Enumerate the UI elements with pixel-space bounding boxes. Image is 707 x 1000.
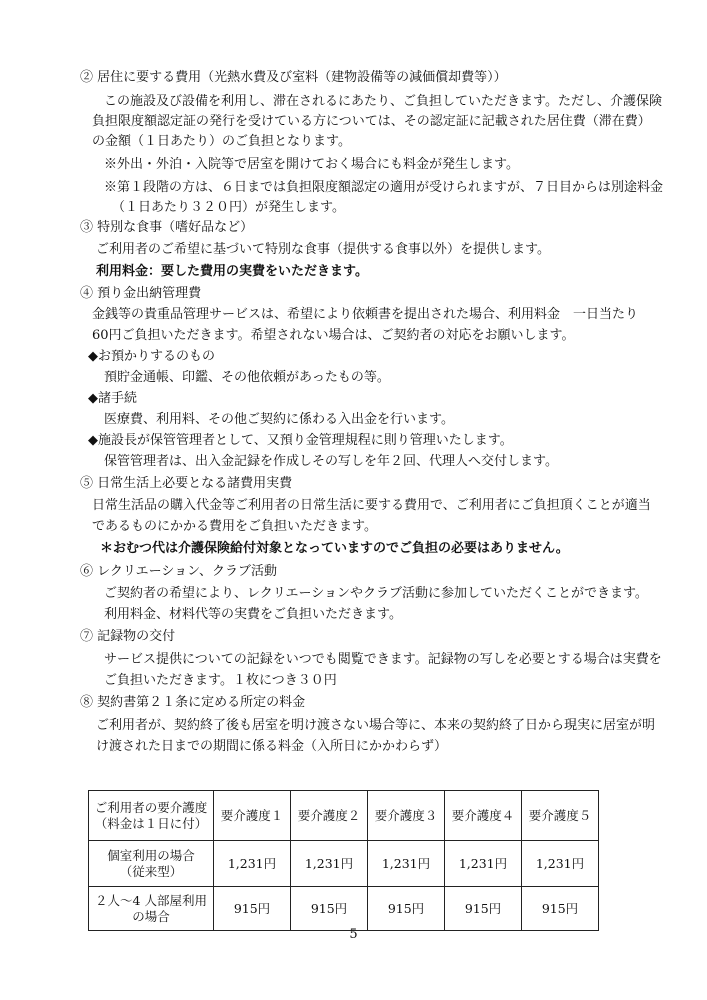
item-6-line: ご契約者の希望により、レクリエーションやクラブ活動に参加していただくことができます。 bbox=[104, 586, 648, 601]
table-header-cell: 要介護度３ bbox=[368, 791, 445, 841]
item-3-line: ご利用者のご希望に基づいて特別な食事（提供する食事以外）を提供します。 bbox=[96, 242, 550, 257]
table-row-label bbox=[89, 887, 214, 931]
item-4-heading: ④ 預り金出納管理費 bbox=[80, 286, 202, 301]
item-4-bullet-text: 保管管理者は、出入金記録を作成しその写しを年２回、代理人へ交付します。 bbox=[104, 454, 558, 469]
table-row bbox=[89, 841, 599, 887]
table-cell: 915円 bbox=[214, 887, 291, 931]
item-3-heading: ③ 特別な食事（嗜好品など） bbox=[80, 220, 254, 235]
page-number: 5 bbox=[349, 927, 358, 942]
item-2-note: ※外出・外泊・入院等で居室を開けておく場合にも料金が発生します。 bbox=[104, 157, 519, 172]
table-corner-sublabel: （料金は１日に付） bbox=[94, 815, 208, 831]
item-2-line: の金額（１日あたり）のご負担となります。 bbox=[92, 134, 351, 149]
item-4-line: 金銭等の貴重品管理サービスは、希望により依頼書を提出された場合、利用料金 一日当たり bbox=[92, 307, 639, 322]
item-4-bullet-text: 医療費、利用料、その他ご契約に係わる入出金を行います。 bbox=[104, 412, 454, 427]
item-5-heading: ⑤ 日常生活上必要となる諸費用実費 bbox=[80, 476, 293, 491]
table-header-cell: 要介護度１ bbox=[214, 791, 291, 841]
table-cell: 915円 bbox=[368, 887, 445, 931]
item-7-line: サービス提供についての記録をいつでも閲覧できます。記録物の写しを必要とする場合は実費を bbox=[104, 652, 662, 667]
table-row bbox=[89, 887, 599, 931]
item-4-bullet-text: 預貯金通帳、印鑑、その他依頼があったもの等。 bbox=[104, 370, 390, 385]
table-corner-label: ご利用者の要介護度 bbox=[94, 799, 208, 815]
table-cell: 1,231円 bbox=[368, 841, 445, 887]
table-header-row bbox=[89, 791, 599, 841]
table-header-cell: 要介護度４ bbox=[445, 791, 522, 841]
row-label-line: ２人～4 人部屋利用 bbox=[95, 892, 207, 908]
row-label-line: 個室利用の場合 bbox=[107, 847, 195, 863]
row-label-line: （従来型） bbox=[119, 863, 183, 879]
table-header-cell: 要介護度５ bbox=[522, 791, 599, 841]
item-4-bullet: ◆お預かりするのもの bbox=[88, 349, 215, 364]
item-2-line: この施設及び設備を利用し、滞在されるにあたり、ご負担していただきます。ただし、介護保険 bbox=[104, 94, 662, 109]
table-cell: 915円 bbox=[445, 887, 522, 931]
item-5-line: 日常生活品の購入代金等ご利用者の日常生活に要する費用で、ご利用者にご負担頂くことが適当 bbox=[92, 498, 651, 513]
fee-table bbox=[88, 790, 599, 931]
item-2-note: （１日あたり３２０円）が発生します。 bbox=[112, 200, 345, 215]
item-3-fee-note: 利用料金：要した費用の実費をいただきます。 bbox=[96, 264, 368, 279]
table-cell: 915円 bbox=[522, 887, 599, 931]
item-4-bullet: ◆施設長が保管管理者として、又預り金管理規程に則り管理いたします。 bbox=[88, 433, 513, 448]
item-4-bullet: ◆諸手続 bbox=[88, 391, 137, 406]
item-4-line: 60円ご負担いただきます。希望されない場合は、ご契約者の対応をお願いします。 bbox=[92, 328, 575, 343]
item-8-line: け渡された日までの期間に係る料金（入所日にかかわらず） bbox=[96, 739, 448, 754]
table-header-cell: 要介護度２ bbox=[291, 791, 368, 841]
table-cell: 1,231円 bbox=[291, 841, 368, 887]
item-2-note: ※第１段階の方は、６日までは負担限度額認定の適用が受けられますが、７日目からは別途料金 bbox=[104, 180, 664, 195]
row-label-line: の場合 bbox=[132, 908, 170, 924]
item-8-line: ご利用者が、契約終了後も居室を明け渡さない場合等に、本来の契約終了日から現実に居室が明 bbox=[96, 718, 656, 733]
item-6-heading: ⑥ レクリエーション、クラブ活動 bbox=[80, 564, 278, 579]
table-row-label bbox=[89, 841, 214, 887]
table-cell: 1,231円 bbox=[522, 841, 599, 887]
table-cell: 915円 bbox=[291, 887, 368, 931]
item-6-line: 利用料金、材料代等の実費をご負担いただきます。 bbox=[104, 607, 402, 622]
item-7-line: ご負担いただきます。１枚につき３０円 bbox=[104, 673, 337, 688]
item-8-heading: ⑧ 契約書第２１条に定める所定の料金 bbox=[80, 695, 306, 710]
table-cell: 1,231円 bbox=[214, 841, 291, 887]
item-7-heading: ⑦ 記録物の交付 bbox=[80, 629, 176, 644]
item-5-diaper-note: ＊おむつ代は介護保険給付対象となっていますのでご負担の必要はありません。 bbox=[100, 541, 569, 556]
table-corner-cell bbox=[89, 791, 214, 841]
item-2-line: 負担限度額認定証の発行を受けている方については、その認定証に記載された居住費（滞在費） bbox=[92, 114, 651, 129]
table-cell: 1,231円 bbox=[445, 841, 522, 887]
item-5-line: であるものにかかる費用をご負担いただきます。 bbox=[92, 519, 377, 534]
item-2-heading: ② 居住に要する費用（光熱水費及び室料（建物設備等の減価償却費等）） bbox=[80, 70, 507, 85]
